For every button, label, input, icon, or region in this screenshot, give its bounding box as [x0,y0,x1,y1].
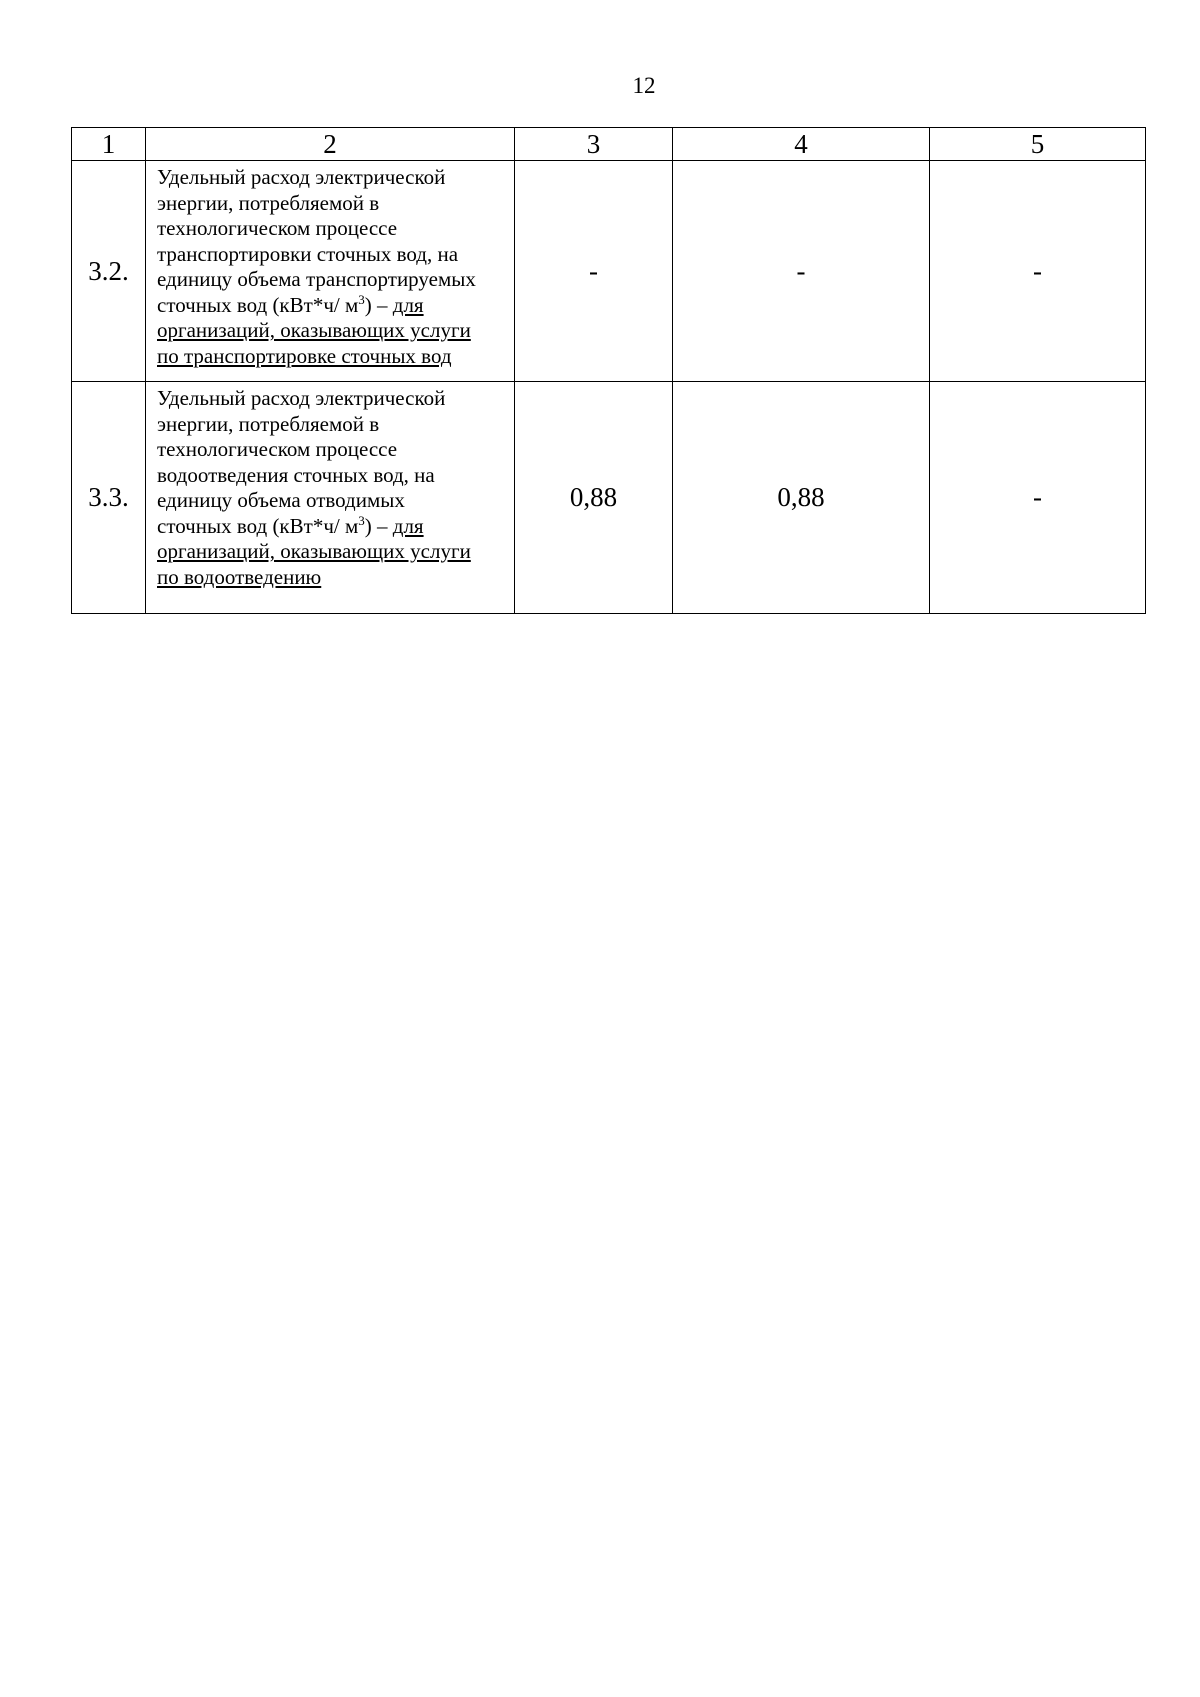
desc-line: транспортировки сточных вод, на [157,241,459,266]
value-col-4: 0,88 [673,382,930,614]
unit-prefix: сточных вод (кВт*ч/ м [157,292,359,317]
desc-unit-line [157,293,506,319]
header-col-4: 4 [673,128,930,161]
unit-suffix: ) – [364,292,393,317]
desc-line: энергии, потребляемой в [157,190,380,215]
applicability-start: для [392,513,424,538]
desc-line: Удельный расход электрической [157,165,446,189]
value-col-4: - [673,161,930,382]
header-col-2: 2 [146,128,515,161]
desc-line: Удельный расход электрической [157,386,446,410]
unit-superscript: 3 [358,291,365,307]
applicability-start: для [392,292,424,317]
table-row [72,161,1146,382]
header-col-5: 5 [930,128,1146,161]
value-col-3: 0,88 [515,382,673,614]
applicability-line: по транспортировке сточных вод [157,343,452,368]
value-col-5: - [930,161,1146,382]
desc-line: водоотведения сточных вод, на [157,462,435,487]
page-number: 12 [632,73,656,98]
desc-line: технологическом процессе [157,216,398,240]
row-number: 3.2. [72,161,146,382]
unit-suffix: ) – [364,513,393,538]
header-col-3: 3 [515,128,673,161]
desc-unit-line [157,514,506,540]
value-col-3: - [515,161,673,382]
header-col-1: 1 [72,128,146,161]
unit-prefix: сточных вод (кВт*ч/ м [157,513,359,538]
applicability-line: организаций, оказывающих услуги [157,539,471,563]
desc-line: технологическом процессе [157,437,398,461]
table-header-row [72,128,1146,161]
unit-superscript: 3 [358,512,365,528]
value-col-5: - [930,382,1146,614]
desc-line: единицу объема отводимых [157,488,405,512]
applicability-line: по водоотведению [157,564,322,589]
desc-line: единицу объема транспортируемых [157,267,476,291]
applicability-line: организаций, оказывающих услуги [157,318,471,342]
indicator-table [71,127,1146,614]
row-description [146,161,515,382]
table-row [72,382,1146,614]
row-description [146,382,515,614]
row-number: 3.3. [72,382,146,614]
desc-line: энергии, потребляемой в [157,411,380,436]
